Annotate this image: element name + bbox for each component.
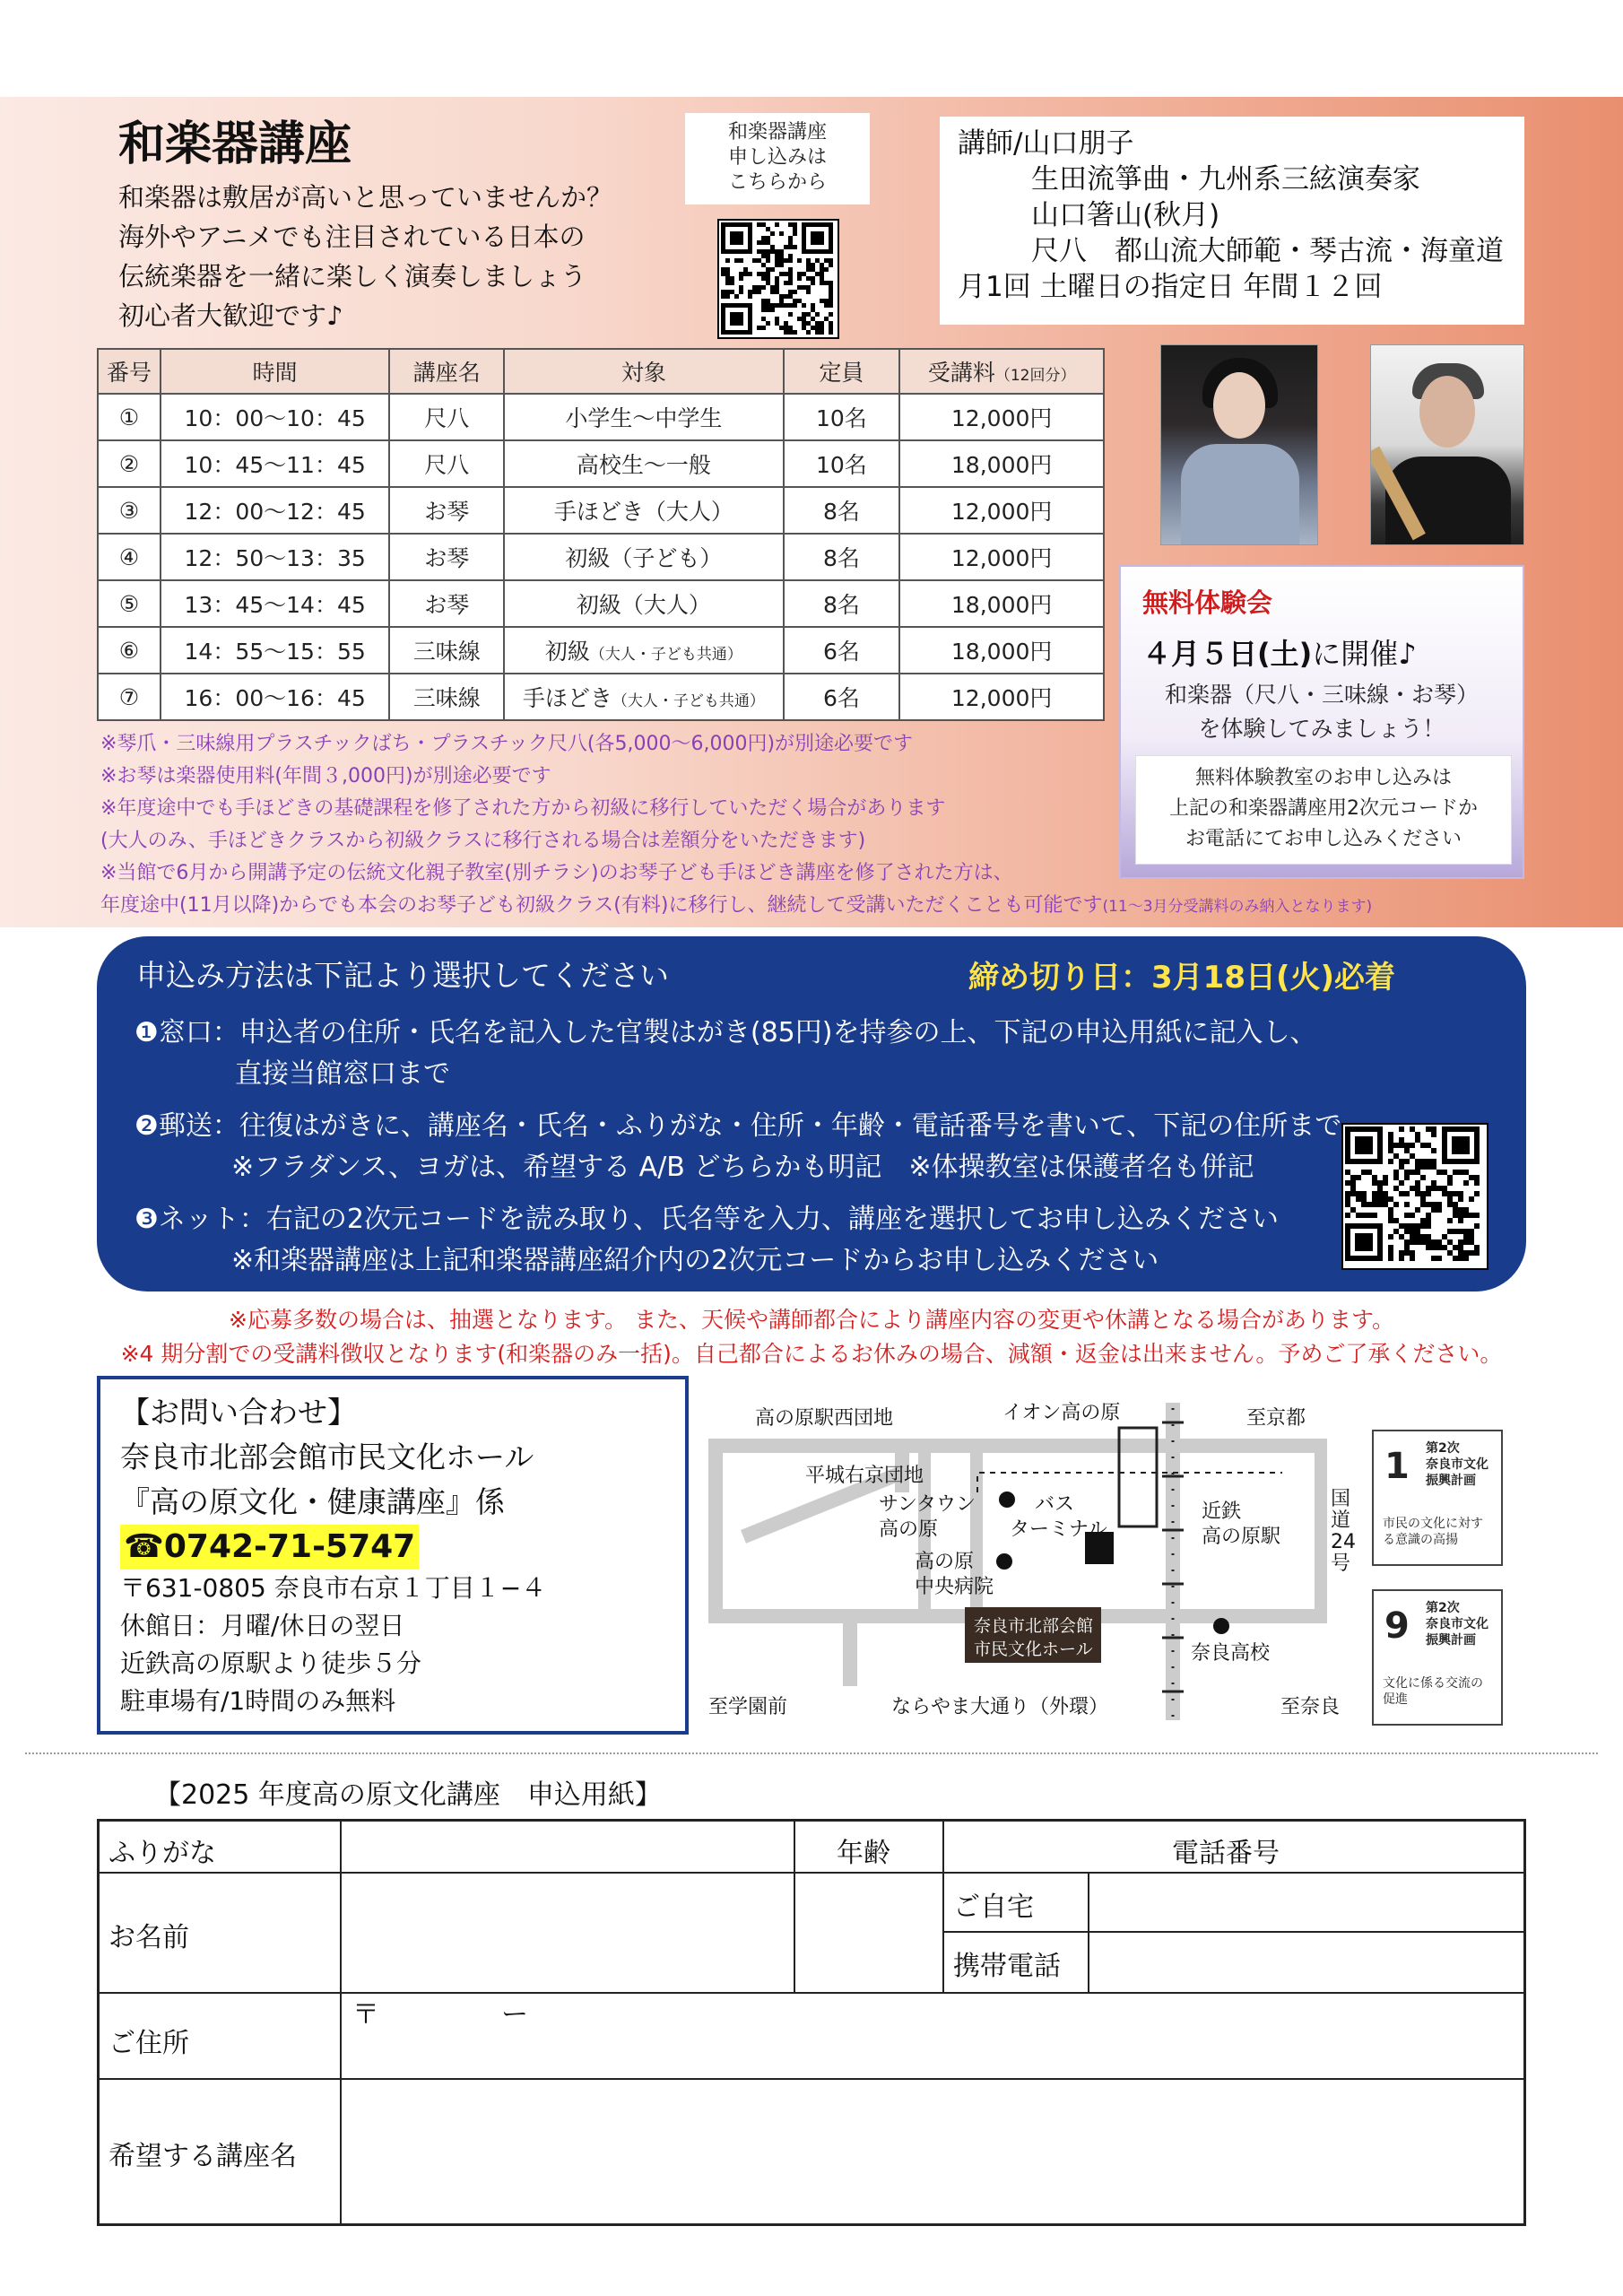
- instructor-line: 講師/山口朋子: [958, 127, 1134, 160]
- trial-desc-line: を体験してみましょう！: [1198, 716, 1445, 742]
- form-label-home: ご自宅: [953, 1892, 1034, 1923]
- apply-line: ※フラダンス、ヨガは、希望する A/B どちらかも明記 ※体操教室は保護者名も併記: [231, 1152, 1254, 1183]
- target-note: （大人・子ども共通）: [589, 646, 742, 664]
- cell-fee: 18,000円: [899, 580, 1104, 627]
- map-label: 市民文化ホール: [974, 1639, 1093, 1659]
- cell-time: 10：45〜11：45: [161, 440, 390, 487]
- qr-module: [779, 263, 784, 267]
- note-line: ※お琴は楽器使用料(年間３,000円)が別途必要です: [100, 765, 551, 787]
- qr-module: [1372, 1213, 1377, 1218]
- qr-module: [775, 222, 779, 227]
- qr-finder: [1345, 1223, 1383, 1261]
- map-label: 至学園前: [708, 1696, 788, 1718]
- mobile-phone-field[interactable]: [1091, 1935, 1522, 1990]
- qr-finder: [1442, 1126, 1480, 1164]
- application-method-box: [97, 936, 1526, 1292]
- note-line: [100, 890, 1372, 923]
- cell-fee: 12,000円: [899, 394, 1104, 440]
- table-row: [98, 394, 1104, 440]
- header-fee: [899, 349, 1104, 394]
- qr-module: [806, 330, 811, 335]
- qr-module: [797, 276, 802, 281]
- target-text: 初級: [544, 639, 590, 665]
- form-rule: [1088, 1872, 1089, 1992]
- note-line: ※当館で6月から開講予定の伝統文化親子教室(別チラシ)のお琴子ども手ほどき講座を修了された方は、: [100, 862, 1013, 884]
- header-capacity: 定員: [784, 349, 900, 394]
- cell-capacity: 6名: [784, 627, 900, 674]
- apply-heading: 申込み方法は下記より選択してください: [136, 958, 669, 993]
- contact-address: 〒631-0805 奈良市右京１丁目１−４: [120, 1573, 547, 1603]
- target-text: 高校生〜一般: [576, 452, 711, 478]
- instructor-line: 月1回 土曜日の指定日 年間１２回: [958, 271, 1383, 303]
- cell-fee: 18,000円: [899, 440, 1104, 487]
- qr-module: [1404, 1202, 1410, 1207]
- header-fee-note: （12回分）: [994, 367, 1076, 385]
- contact-closed-days: 休館日：月曜/休日の翌日: [120, 1611, 405, 1640]
- qr-module: [1463, 1256, 1469, 1261]
- qr-module: [739, 258, 743, 263]
- cell-name: お琴: [389, 487, 504, 534]
- map-label: 奈良高校: [1191, 1642, 1271, 1665]
- qr-module: [1426, 1191, 1431, 1196]
- plan-number: 1: [1384, 1446, 1410, 1487]
- map-label: ターミナル: [1010, 1518, 1107, 1541]
- header-course-name: 講座名: [389, 349, 504, 394]
- cut-line: [25, 1752, 1598, 1754]
- table-row: [98, 440, 1104, 487]
- qr-module: [770, 231, 775, 236]
- table-row: [98, 534, 1104, 580]
- target-text: 初級（子ども）: [565, 545, 723, 571]
- qr-module: [1436, 1207, 1442, 1213]
- cell-time: 14：55〜15：55: [161, 627, 390, 674]
- note-small: (11〜3月分受講料のみ納入となります): [1102, 898, 1373, 916]
- qr-module: [730, 281, 734, 285]
- qr-module: [1458, 1218, 1463, 1223]
- note-line: ※年度途中でも手ほどきの基礎課程を修了された方から初級に移行していただく場合があります: [100, 797, 946, 820]
- qr-module: [788, 281, 793, 285]
- qr-module: [793, 330, 797, 335]
- cell-capacity: 10名: [784, 440, 900, 487]
- cell-fee: 12,000円: [899, 674, 1104, 720]
- form-title: 【2025 年度高の原文化講座 申込用紙】: [154, 1779, 662, 1811]
- qr-module: [797, 258, 802, 263]
- qr-module: [1469, 1196, 1474, 1202]
- photo-face: [1419, 376, 1475, 448]
- note-line: (大人のみ、手ほどきクラスから初級クラスに移行される場合は差額分をいただきます): [100, 830, 866, 852]
- qr-module: [761, 285, 766, 290]
- qr-module: [815, 312, 820, 317]
- cell-capacity: 10名: [784, 394, 900, 440]
- furigana-field[interactable]: [343, 1825, 792, 1870]
- form-postal-dash: ー: [501, 1999, 528, 2031]
- culture-plan-badge: [1372, 1430, 1503, 1566]
- plan-title: 第2次 奈良市文化 振興計画: [1426, 1601, 1488, 1648]
- road-south: [843, 1623, 857, 1686]
- cell-time: 12：00〜12：45: [161, 487, 390, 534]
- cell-no: ⑦: [98, 674, 161, 720]
- table-row: [98, 627, 1104, 674]
- qr-module: [1474, 1213, 1480, 1218]
- cell-time: 13：45〜14：45: [161, 580, 390, 627]
- course-notes: [100, 728, 1372, 923]
- cell-no: ⑥: [98, 627, 161, 674]
- qr-module: [1399, 1256, 1404, 1261]
- qr-finder: [721, 222, 752, 254]
- qr-module: [1399, 1126, 1404, 1132]
- qr-module: [766, 321, 770, 326]
- cell-target: [504, 580, 783, 627]
- cell-time: 16：00〜16：45: [161, 674, 390, 720]
- intro-line: 和楽器は敷居が高いと思っていませんか？: [118, 182, 613, 213]
- form-rule: [100, 1992, 1523, 1994]
- qr-module: [806, 290, 811, 294]
- qr-finder: [721, 303, 752, 335]
- target-text: 手ほどき: [522, 685, 612, 711]
- qr-module: [1474, 1223, 1480, 1229]
- qr-module: [1345, 1213, 1350, 1218]
- home-phone-field[interactable]: [1091, 1875, 1522, 1929]
- qr-module: [1399, 1180, 1404, 1186]
- qr-module: [1356, 1175, 1361, 1180]
- school-marker: [1213, 1618, 1229, 1634]
- cell-name: お琴: [389, 534, 504, 580]
- form-label-name: お名前: [108, 1922, 189, 1953]
- table-row: [98, 674, 1104, 720]
- qr-module: [788, 258, 793, 263]
- cell-target: [504, 440, 783, 487]
- contact-dept: 『高の原文化・健康講座』係: [120, 1484, 505, 1519]
- cell-target: [504, 487, 783, 534]
- qr-module: [1474, 1180, 1480, 1186]
- cell-capacity: 8名: [784, 580, 900, 627]
- road-upper: [708, 1439, 1327, 1453]
- qr-finder: [1345, 1126, 1383, 1164]
- qr-module: [829, 312, 833, 317]
- qr-code-icon[interactable]: [1341, 1123, 1488, 1270]
- qr-module: [748, 294, 752, 299]
- qr-module: [1431, 1132, 1436, 1137]
- form-rule: [340, 1822, 342, 2223]
- contact-org: 奈良市北部会館市民文化ホール: [120, 1439, 534, 1474]
- map-label: 高の原駅: [1202, 1526, 1281, 1548]
- intro-line: 伝統楽器を一緒に楽しく演奏しましょう: [118, 261, 587, 291]
- qr-label-line: 和楽器講座: [727, 121, 827, 144]
- qr-module: [793, 290, 797, 294]
- plan-desc: 市民の文化に対す る意識の高揚: [1383, 1517, 1483, 1547]
- qr-module: [811, 281, 815, 285]
- course-title: 和楽器講座: [118, 117, 352, 171]
- form-label-course: 希望する講座名: [108, 2141, 297, 2172]
- instructor-photo-koto: [1160, 344, 1318, 545]
- name-field[interactable]: [343, 1875, 792, 1990]
- cell-capacity: 6名: [784, 674, 900, 720]
- cell-name: 尺八: [389, 394, 504, 440]
- qr-module: [788, 312, 793, 317]
- contact-parking: 駐車場有/1時間のみ無料: [120, 1686, 396, 1716]
- road-left: [708, 1439, 723, 1623]
- trial-date-suffix: に開催♪: [1312, 637, 1417, 671]
- form-rule: [794, 1822, 795, 1992]
- plan-desc: 文化に係る交流の 促進: [1383, 1676, 1483, 1707]
- contact-phone[interactable]: ☎0742-71-5747: [120, 1525, 419, 1570]
- trial-info-line: 無料体験教室のお申し込みは: [1194, 767, 1452, 789]
- form-label-mobile: 携帯電話: [953, 1951, 1061, 1982]
- qr-label-box: [685, 113, 870, 204]
- qr-module: [770, 308, 775, 312]
- qr-module: [793, 245, 797, 249]
- qr-module: [1410, 1143, 1415, 1148]
- map-label: 中央病院: [915, 1576, 994, 1598]
- map-label: 高の原: [879, 1518, 939, 1541]
- cell-fee: 18,000円: [899, 627, 1104, 674]
- contact-access: 近鉄高の原駅より徒歩５分: [120, 1648, 422, 1678]
- cell-name: 尺八: [389, 440, 504, 487]
- form-rule: [100, 2078, 1523, 2080]
- qr-finder: [802, 222, 833, 254]
- map-label: 近鉄: [1202, 1500, 1242, 1523]
- map-label: 平城右京団地: [805, 1465, 924, 1487]
- course-table: [97, 348, 1105, 721]
- map-label: ならやま大通り（外環）: [891, 1696, 1109, 1718]
- qr-module: [1404, 1191, 1410, 1196]
- qr-module: [793, 231, 797, 236]
- instructor-photo-shakuhachi: [1370, 344, 1524, 545]
- apply-line: ❷郵送：往復はがきに、講座名・氏名・ふりがな・住所・年齢・電話番号を書いて、下記の住所まで: [135, 1110, 1342, 1142]
- cell-target: [504, 394, 783, 440]
- instructor-line: 生田流箏曲・九州系三絃演奏家: [1031, 163, 1420, 196]
- qr-module: [1420, 1175, 1426, 1180]
- trial-info-line: お電話にてお申し込みください: [1185, 828, 1462, 850]
- target-text: 小学生〜中学生: [565, 405, 723, 431]
- trial-date: [1142, 631, 1417, 673]
- road-right: [1315, 1439, 1327, 1623]
- qr-module: [779, 231, 784, 236]
- cell-no: ③: [98, 487, 161, 534]
- instructor-line: 山口箸山(秋月): [1031, 199, 1220, 231]
- qr-module: [725, 258, 730, 263]
- qr-module: [824, 267, 829, 272]
- cell-name: 三味線: [389, 627, 504, 674]
- cell-name: お琴: [389, 580, 504, 627]
- qr-module: [1410, 1213, 1415, 1218]
- culture-plan-badge: [1372, 1589, 1503, 1726]
- qr-module: [802, 303, 806, 308]
- qr-module: [725, 294, 730, 299]
- map-label: 奈良市北部会館: [974, 1616, 1094, 1636]
- header-time: 時間: [161, 349, 390, 394]
- note-line: ※琴爪・三味線用プラスチックばち・プラスチック尺八(各5,000〜6,000円)が別途必要です: [100, 733, 914, 755]
- course-intro: [118, 178, 612, 335]
- form-label-address: ご住所: [108, 2028, 189, 2059]
- apply-line: ❶窓口：申込者の住所・氏名を記入した官製はがき(85円)を持参の上、下記の申込用紙に記入し、: [135, 1017, 1317, 1048]
- apply-line: 直接当館窓口まで: [235, 1058, 450, 1090]
- target-text: 手ほどき（大人）: [553, 499, 733, 525]
- cell-no: ⑤: [98, 580, 161, 627]
- qr-module: [770, 267, 775, 272]
- cell-target: [504, 627, 783, 674]
- apply-deadline: 締め切り日：3月18日(火)必着: [968, 960, 1396, 996]
- qr-module: [1436, 1256, 1442, 1261]
- cell-fee: 12,000円: [899, 534, 1104, 580]
- target-text: 初級（大人）: [576, 592, 711, 618]
- qr-module: [1410, 1256, 1415, 1261]
- qr-module: [820, 330, 824, 335]
- cell-no: ②: [98, 440, 161, 487]
- apply-line: ※和楽器講座は上記和楽器講座紹介内の2次元コードからお申し込みください: [231, 1245, 1159, 1276]
- qr-module: [766, 258, 770, 263]
- qr-module: [1426, 1223, 1431, 1229]
- course-field[interactable]: [343, 2082, 1523, 2223]
- qr-module: [761, 326, 766, 330]
- trial-date-value: ４月５日(土): [1142, 637, 1313, 671]
- bus-route: [977, 1473, 1282, 1492]
- cell-name: 三味線: [389, 674, 504, 720]
- qr-module: [1388, 1234, 1393, 1239]
- age-field[interactable]: [797, 1875, 941, 1990]
- note-text: 年度途中(11月以降)からでも本会のお琴子ども初級クラス(有料)に移行し、継続して受講いただくことも可能です: [100, 894, 1103, 917]
- instructor-box: [940, 117, 1524, 325]
- trial-desc-line: 和楽器（尺八・三味線・お琴）: [1164, 682, 1479, 708]
- form-postal-mark: 〒: [352, 1999, 379, 2031]
- map-label: 至奈良: [1280, 1696, 1341, 1718]
- cell-time: 10：00〜10：45: [161, 394, 390, 440]
- cell-fee: 12,000円: [899, 487, 1104, 534]
- qr-module: [829, 303, 833, 308]
- cell-capacity: 8名: [784, 534, 900, 580]
- address-field[interactable]: [343, 1996, 1523, 2076]
- header-target: 対象: [504, 349, 783, 394]
- map-label: 至京都: [1246, 1407, 1306, 1430]
- plan-title: 第2次 奈良市文化 振興計画: [1426, 1441, 1488, 1488]
- instructor-line: 尺八 都山流大師範・琴古流・海童道: [1031, 235, 1504, 267]
- form-label-furigana: ふりがな: [108, 1838, 216, 1869]
- qr-module: [734, 294, 739, 299]
- cell-target: [504, 674, 783, 720]
- cell-no: ①: [98, 394, 161, 440]
- qr-module: [1415, 1207, 1420, 1213]
- map-label: 高の原駅西団地: [755, 1407, 894, 1430]
- cell-capacity: 8名: [784, 487, 900, 534]
- form-rule: [944, 1931, 1523, 1933]
- qr-module: [1404, 1175, 1410, 1180]
- table-row: [98, 580, 1104, 627]
- qr-label-line: 申し込みは: [727, 146, 827, 169]
- qr-module: [793, 303, 797, 308]
- qr-module: [739, 276, 743, 281]
- table-header-row: [98, 349, 1104, 394]
- qr-label-line: こちらから: [727, 171, 827, 194]
- qr-module: [739, 290, 743, 294]
- qr-module: [1404, 1159, 1410, 1164]
- qr-module: [1388, 1159, 1393, 1164]
- photo-kimono: [1181, 444, 1299, 545]
- trial-info-line: 上記の和楽器講座用2次元コードか: [1169, 797, 1478, 820]
- map-label: 国道24号: [1331, 1488, 1356, 1575]
- qr-module: [1393, 1202, 1399, 1207]
- header-number: 番号: [98, 349, 161, 394]
- apply-line: ❸ネット：右記の2次元コードを読み取り、氏名等を入力、講座を選択してお申し込みください: [135, 1204, 1279, 1235]
- warning-line: ※4 期分割での受講料徴収となります(和楽器のみ一括)。自己都合によるお休みの場合、減額・返金は出来ません。予めご了承ください。: [120, 1341, 1503, 1367]
- application-form: [97, 1819, 1526, 2226]
- qr-module: [757, 290, 761, 294]
- qr-code-icon[interactable]: [717, 219, 839, 339]
- form-rule: [100, 1872, 1523, 1874]
- header-fee-label: 受講料: [927, 360, 995, 386]
- qr-module: [1431, 1148, 1436, 1153]
- map-label: 高の原: [915, 1551, 975, 1573]
- qr-module: [829, 263, 833, 267]
- map-label: イオン高の原: [1002, 1402, 1121, 1424]
- plan-number: 9: [1384, 1605, 1410, 1647]
- qr-module: [1383, 1180, 1388, 1186]
- photo-face: [1213, 372, 1265, 439]
- contact-heading: 【お問い合わせ】: [120, 1395, 357, 1430]
- target-note: （大人・子ども共通）: [612, 692, 765, 710]
- intro-line: 初心者大歓迎です♪: [118, 300, 343, 331]
- qr-module: [829, 330, 833, 335]
- qr-module: [748, 272, 752, 276]
- form-rule: [942, 1822, 944, 1992]
- trial-title: 無料体験会: [1142, 587, 1273, 618]
- form-label-age: 年齢: [837, 1838, 890, 1869]
- qr-module: [1463, 1180, 1469, 1186]
- qr-module: [1458, 1196, 1463, 1202]
- warning-line: ※応募多数の場合は、抽選となります。 また、天候や講師都合により講座内容の変更や休講となる場合があります。: [229, 1307, 1394, 1333]
- contact-box: [97, 1376, 689, 1735]
- suntown-marker: [999, 1492, 1015, 1508]
- qr-module: [1447, 1180, 1453, 1186]
- table-row: [98, 487, 1104, 534]
- map-label: バス: [1035, 1493, 1075, 1516]
- qr-module: [1474, 1191, 1480, 1196]
- map-label: サンタウン: [879, 1493, 976, 1516]
- cell-target: [504, 534, 783, 580]
- qr-module: [1447, 1218, 1453, 1223]
- intro-line: 海外やアニメでも注目されている日本の: [118, 222, 586, 252]
- hospital-marker: [996, 1553, 1012, 1570]
- access-map: [708, 1396, 1363, 1727]
- cell-no: ④: [98, 534, 161, 580]
- qr-module: [1474, 1250, 1480, 1256]
- cell-time: 12：50〜13：35: [161, 534, 390, 580]
- qr-module: [1388, 1256, 1393, 1261]
- route24: [1166, 1403, 1180, 1720]
- form-label-phone: 電話番号: [1172, 1838, 1280, 1869]
- map-roads: [708, 1396, 1363, 1727]
